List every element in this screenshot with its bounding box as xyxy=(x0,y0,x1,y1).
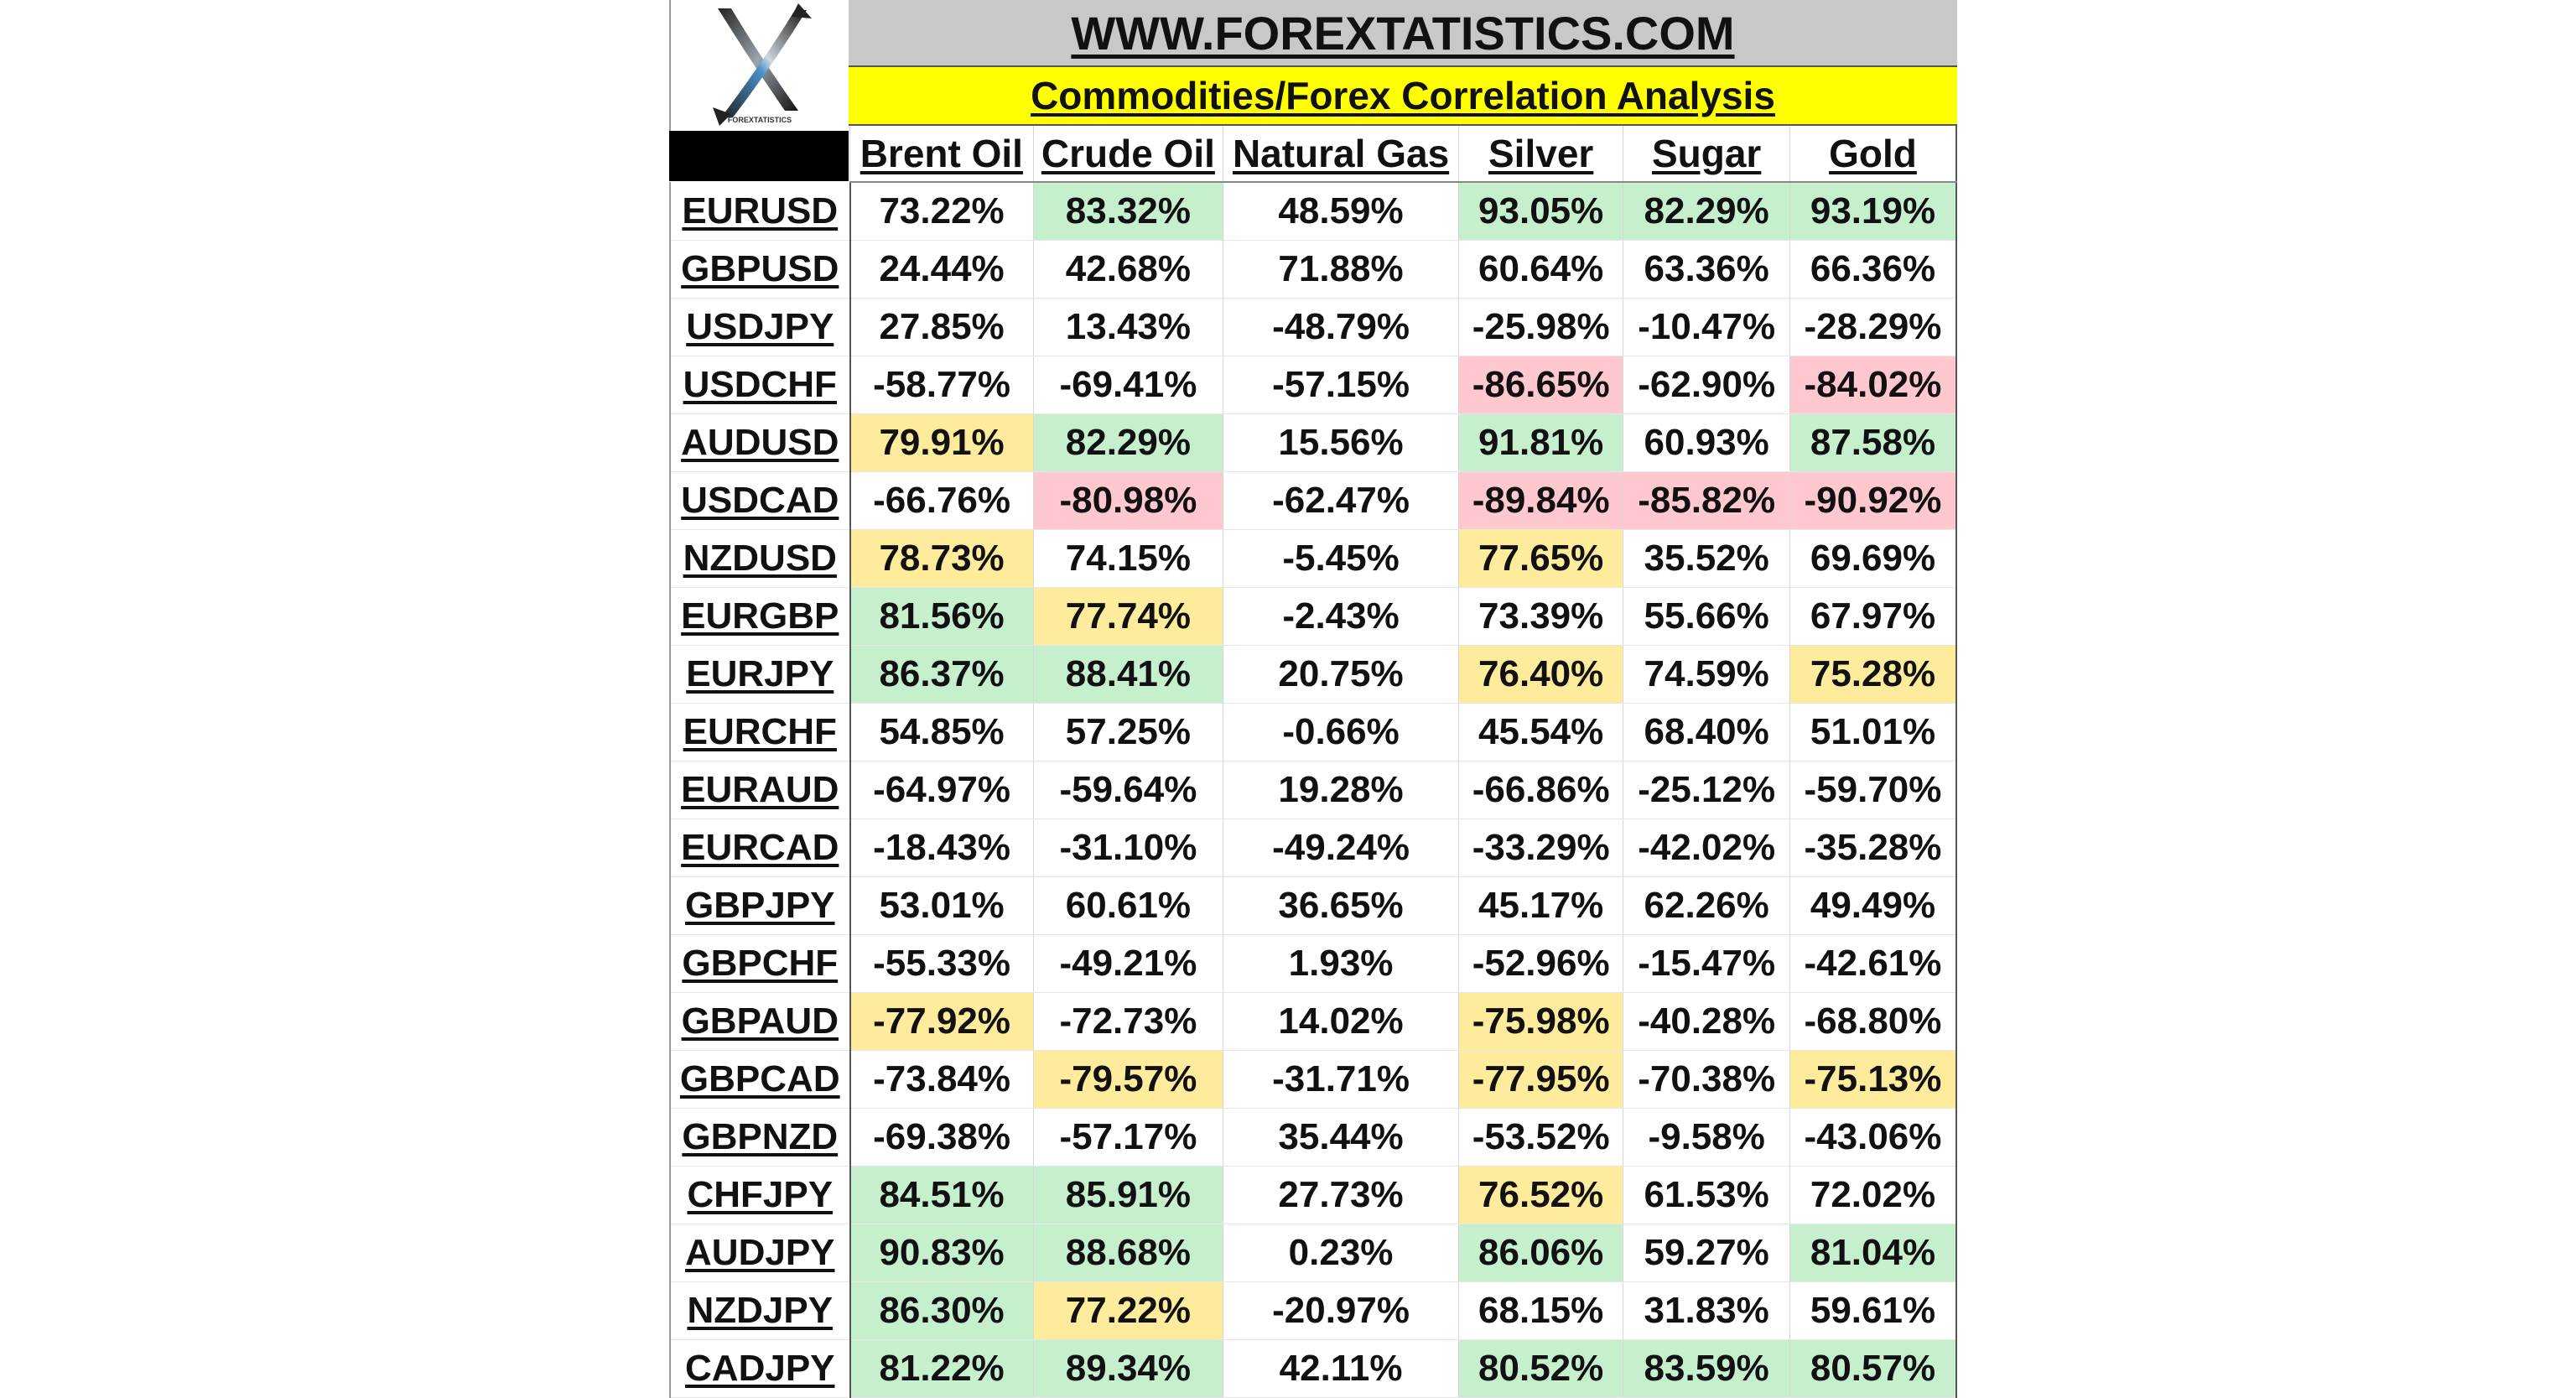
cell-gold: 59.61% xyxy=(1789,1282,1956,1340)
cell-crude-oil: 13.43% xyxy=(1033,299,1223,356)
cell-silver: 73.39% xyxy=(1458,588,1623,646)
cell-gold: -28.29% xyxy=(1789,299,1956,356)
cell-crude-oil: -80.98% xyxy=(1033,472,1223,530)
cell-crude-oil: 42.68% xyxy=(1033,241,1223,299)
cell-sugar: 63.36% xyxy=(1623,241,1790,299)
cell-natural-gas: 20.75% xyxy=(1223,646,1459,704)
cell-brent-oil: -77.92% xyxy=(850,993,1034,1051)
cell-natural-gas: 15.56% xyxy=(1223,414,1459,472)
cell-sugar: 62.26% xyxy=(1623,877,1790,935)
table-row xyxy=(670,819,1956,877)
cell-brent-oil: 81.22% xyxy=(850,1340,1034,1398)
cell-brent-oil: 84.51% xyxy=(850,1167,1034,1224)
cell-gold: -59.70% xyxy=(1789,761,1956,819)
cell-silver: 45.54% xyxy=(1458,704,1623,761)
cell-sugar: -9.58% xyxy=(1623,1109,1790,1167)
cell-natural-gas: 35.44% xyxy=(1223,1109,1459,1167)
cell-natural-gas: 27.73% xyxy=(1223,1167,1459,1224)
cell-gold: -84.02% xyxy=(1789,356,1956,414)
cell-brent-oil: -73.84% xyxy=(850,1051,1034,1109)
row-header-pair: CADJPY xyxy=(670,1340,850,1398)
cell-brent-oil: 53.01% xyxy=(850,877,1034,935)
cell-natural-gas: 42.11% xyxy=(1223,1340,1459,1398)
col-header-sugar: Sugar xyxy=(1623,126,1790,182)
table-row xyxy=(670,704,1956,761)
cell-crude-oil: 88.41% xyxy=(1033,646,1223,704)
cell-brent-oil: 24.44% xyxy=(850,241,1034,299)
cell-natural-gas: -0.66% xyxy=(1223,704,1459,761)
cell-crude-oil: 60.61% xyxy=(1033,877,1223,935)
cell-sugar: -70.38% xyxy=(1623,1051,1790,1109)
cell-silver: 60.64% xyxy=(1458,241,1623,299)
table-row xyxy=(670,1282,1956,1340)
cell-sugar: -15.47% xyxy=(1623,935,1790,993)
cell-sugar: 83.59% xyxy=(1623,1340,1790,1398)
cell-natural-gas: 19.28% xyxy=(1223,761,1459,819)
cell-gold: -42.61% xyxy=(1789,935,1956,993)
row-header-pair: USDCHF xyxy=(670,356,850,414)
cell-silver: 45.17% xyxy=(1458,877,1623,935)
cell-silver: 86.06% xyxy=(1458,1224,1623,1282)
cell-gold: -75.13% xyxy=(1789,1051,1956,1109)
table-row xyxy=(670,588,1956,646)
row-header-pair: GBPAUD xyxy=(670,993,850,1051)
row-header-pair: EURUSD xyxy=(670,182,850,241)
table-row xyxy=(670,356,1956,414)
cell-sugar: -85.82% xyxy=(1623,472,1790,530)
row-header-pair: CHFJPY xyxy=(670,1167,850,1224)
table-row xyxy=(670,935,1956,993)
logo-x-icon xyxy=(671,0,849,131)
cell-brent-oil: -55.33% xyxy=(850,935,1034,993)
cell-brent-oil: 81.56% xyxy=(850,588,1034,646)
cell-sugar: 59.27% xyxy=(1623,1224,1790,1282)
row-header-pair: NZDUSD xyxy=(670,530,850,588)
cell-brent-oil: 86.30% xyxy=(850,1282,1034,1340)
cell-silver: -33.29% xyxy=(1458,819,1623,877)
cell-brent-oil: 86.37% xyxy=(850,646,1034,704)
cell-gold: -68.80% xyxy=(1789,993,1956,1051)
table-row xyxy=(670,761,1956,819)
col-header-silver: Silver xyxy=(1458,126,1623,182)
row-header-pair: AUDUSD xyxy=(670,414,850,472)
cell-crude-oil: 85.91% xyxy=(1033,1167,1223,1224)
cell-brent-oil: -64.97% xyxy=(850,761,1034,819)
cell-brent-oil: 78.73% xyxy=(850,530,1034,588)
cell-crude-oil: 83.32% xyxy=(1033,182,1223,241)
cell-gold: -43.06% xyxy=(1789,1109,1956,1167)
cell-brent-oil: -69.38% xyxy=(850,1109,1034,1167)
row-header-pair: EURGBP xyxy=(670,588,850,646)
row-header-pair: AUDJPY xyxy=(670,1224,850,1282)
forextatistics-logo xyxy=(669,0,849,134)
cell-gold: 72.02% xyxy=(1789,1167,1956,1224)
cell-silver: -66.86% xyxy=(1458,761,1623,819)
correlation-table xyxy=(669,126,1957,1398)
cell-sugar: -40.28% xyxy=(1623,993,1790,1051)
cell-silver: 68.15% xyxy=(1458,1282,1623,1340)
cell-natural-gas: 1.93% xyxy=(1223,935,1459,993)
row-header-pair: GBPNZD xyxy=(670,1109,850,1167)
cell-brent-oil: -58.77% xyxy=(850,356,1034,414)
cell-brent-oil: -18.43% xyxy=(850,819,1034,877)
col-header-crude-oil: Crude Oil xyxy=(1033,126,1223,182)
cell-sugar: 61.53% xyxy=(1623,1167,1790,1224)
cell-brent-oil: 90.83% xyxy=(850,1224,1034,1282)
table-row xyxy=(670,1167,1956,1224)
cell-crude-oil: 74.15% xyxy=(1033,530,1223,588)
cell-silver: 76.52% xyxy=(1458,1167,1623,1224)
table-row xyxy=(670,993,1956,1051)
col-header-natural-gas: Natural Gas xyxy=(1223,126,1459,182)
cell-natural-gas: -62.47% xyxy=(1223,472,1459,530)
cell-crude-oil: -31.10% xyxy=(1033,819,1223,877)
svg-text:FOREXTATISTICS: FOREXTATISTICS xyxy=(727,116,792,124)
cell-gold: 80.57% xyxy=(1789,1340,1956,1398)
cell-silver: -75.98% xyxy=(1458,993,1623,1051)
cell-natural-gas: 48.59% xyxy=(1223,182,1459,241)
cell-silver: 93.05% xyxy=(1458,182,1623,241)
cell-silver: -25.98% xyxy=(1458,299,1623,356)
cell-silver: -52.96% xyxy=(1458,935,1623,993)
cell-sugar: -10.47% xyxy=(1623,299,1790,356)
cell-crude-oil: 88.68% xyxy=(1033,1224,1223,1282)
table-row xyxy=(670,877,1956,935)
cell-crude-oil: 89.34% xyxy=(1033,1340,1223,1398)
cell-crude-oil: 77.74% xyxy=(1033,588,1223,646)
row-header-pair: EURCAD xyxy=(670,819,850,877)
cell-silver: 76.40% xyxy=(1458,646,1623,704)
row-header-pair: EURCHF xyxy=(670,704,850,761)
cell-natural-gas: -48.79% xyxy=(1223,299,1459,356)
table-row xyxy=(670,530,1956,588)
cell-silver: 80.52% xyxy=(1458,1340,1623,1398)
table-row xyxy=(670,241,1956,299)
table-row xyxy=(670,1224,1956,1282)
cell-natural-gas: -2.43% xyxy=(1223,588,1459,646)
table-row xyxy=(670,414,1956,472)
cell-natural-gas: 36.65% xyxy=(1223,877,1459,935)
cell-gold: 87.58% xyxy=(1789,414,1956,472)
cell-crude-oil: 82.29% xyxy=(1033,414,1223,472)
cell-natural-gas: -31.71% xyxy=(1223,1051,1459,1109)
cell-gold: 49.49% xyxy=(1789,877,1956,935)
header-row xyxy=(670,126,1956,182)
cell-sugar: 82.29% xyxy=(1623,182,1790,241)
cell-brent-oil: 79.91% xyxy=(850,414,1034,472)
cell-crude-oil: -69.41% xyxy=(1033,356,1223,414)
cell-silver: 91.81% xyxy=(1458,414,1623,472)
table-row xyxy=(670,182,1956,241)
table-row xyxy=(670,1340,1956,1398)
header-corner xyxy=(670,126,850,182)
cell-sugar: 35.52% xyxy=(1623,530,1790,588)
cell-crude-oil: -72.73% xyxy=(1033,993,1223,1051)
row-header-pair: GBPUSD xyxy=(670,241,850,299)
site-title[interactable]: WWW.FOREXTATISTICS.COM xyxy=(849,0,1957,67)
cell-gold: 66.36% xyxy=(1789,241,1956,299)
cell-crude-oil: -79.57% xyxy=(1033,1051,1223,1109)
cell-sugar: 31.83% xyxy=(1623,1282,1790,1340)
cell-sugar: 55.66% xyxy=(1623,588,1790,646)
row-header-pair: GBPJPY xyxy=(670,877,850,935)
cell-natural-gas: 0.23% xyxy=(1223,1224,1459,1282)
cell-gold: -35.28% xyxy=(1789,819,1956,877)
row-header-pair: USDJPY xyxy=(670,299,850,356)
cell-silver: 77.65% xyxy=(1458,530,1623,588)
cell-silver: -53.52% xyxy=(1458,1109,1623,1167)
row-header-pair: EURAUD xyxy=(670,761,850,819)
table-row xyxy=(670,299,1956,356)
correlation-sheet xyxy=(669,0,1957,1389)
cell-gold: -90.92% xyxy=(1789,472,1956,530)
cell-sugar: -62.90% xyxy=(1623,356,1790,414)
cell-natural-gas: -49.24% xyxy=(1223,819,1459,877)
cell-gold: 81.04% xyxy=(1789,1224,1956,1282)
cell-brent-oil: 54.85% xyxy=(850,704,1034,761)
cell-brent-oil: -66.76% xyxy=(850,472,1034,530)
row-header-pair: EURJPY xyxy=(670,646,850,704)
cell-gold: 67.97% xyxy=(1789,588,1956,646)
cell-crude-oil: 77.22% xyxy=(1033,1282,1223,1340)
cell-sugar: 68.40% xyxy=(1623,704,1790,761)
analysis-subtitle: Commodities/Forex Correlation Analysis xyxy=(849,67,1957,126)
cell-sugar: 74.59% xyxy=(1623,646,1790,704)
table-row xyxy=(670,646,1956,704)
cell-gold: 75.28% xyxy=(1789,646,1956,704)
cell-silver: -86.65% xyxy=(1458,356,1623,414)
row-header-pair: GBPCAD xyxy=(670,1051,850,1109)
cell-brent-oil: 73.22% xyxy=(850,182,1034,241)
col-header-brent-oil: Brent Oil xyxy=(850,126,1034,182)
row-header-pair: USDCAD xyxy=(670,472,850,530)
cell-gold: 69.69% xyxy=(1789,530,1956,588)
cell-natural-gas: 71.88% xyxy=(1223,241,1459,299)
cell-gold: 51.01% xyxy=(1789,704,1956,761)
cell-crude-oil: -59.64% xyxy=(1033,761,1223,819)
cell-sugar: -25.12% xyxy=(1623,761,1790,819)
cell-natural-gas: 14.02% xyxy=(1223,993,1459,1051)
cell-natural-gas: -20.97% xyxy=(1223,1282,1459,1340)
table-row xyxy=(670,1051,1956,1109)
cell-brent-oil: 27.85% xyxy=(850,299,1034,356)
row-header-pair: GBPCHF xyxy=(670,935,850,993)
cell-natural-gas: -5.45% xyxy=(1223,530,1459,588)
cell-crude-oil: -57.17% xyxy=(1033,1109,1223,1167)
cell-crude-oil: 57.25% xyxy=(1033,704,1223,761)
row-header-pair: NZDJPY xyxy=(670,1282,850,1340)
col-header-gold: Gold xyxy=(1789,126,1956,182)
cell-sugar: -42.02% xyxy=(1623,819,1790,877)
cell-silver: -89.84% xyxy=(1458,472,1623,530)
cell-natural-gas: -57.15% xyxy=(1223,356,1459,414)
cell-silver: -77.95% xyxy=(1458,1051,1623,1109)
cell-sugar: 60.93% xyxy=(1623,414,1790,472)
cell-crude-oil: -49.21% xyxy=(1033,935,1223,993)
table-row xyxy=(670,472,1956,530)
table-row xyxy=(670,1109,1956,1167)
cell-gold: 93.19% xyxy=(1789,182,1956,241)
